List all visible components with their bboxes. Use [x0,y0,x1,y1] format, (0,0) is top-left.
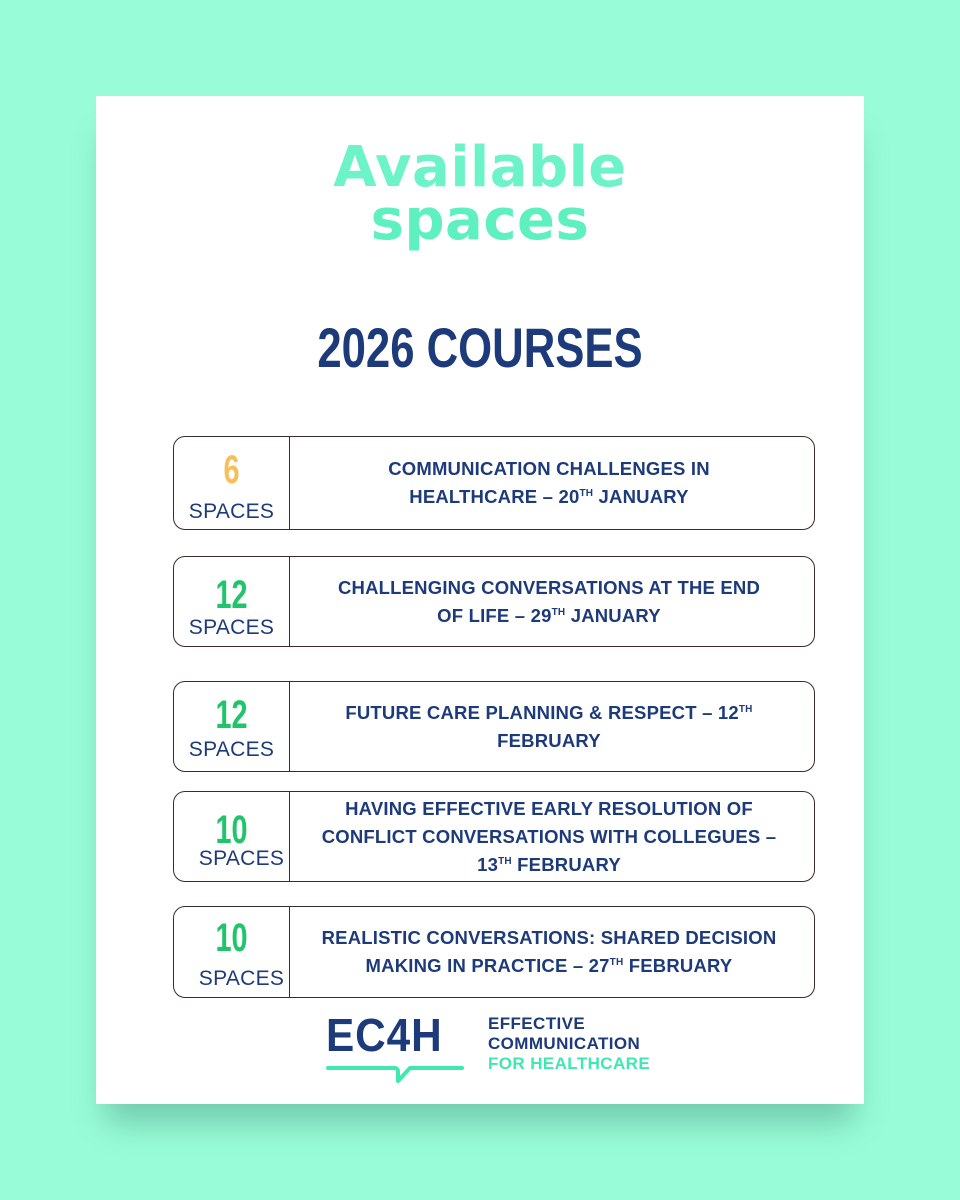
spaces-label: SPACES [188,500,275,523]
course-row [173,556,815,647]
course-title-line: FEBRUARY [497,729,601,751]
course-title-line: REALISTIC CONVERSATIONS: SHARED DECISION [321,927,777,948]
spaces-label: SPACES [198,967,285,990]
course-title-line: MAKING IN PRACTICE – 27TH FEBRUARY [365,955,733,976]
logo-mark [326,1008,476,1088]
spaces-cell [174,792,290,881]
ec4h-logo [326,1008,666,1088]
course-title-line: COMMUNICATION CHALLENGES IN [388,458,710,479]
course-title-line: HEALTHCARE – 20TH JANUARY [409,486,689,507]
course-title-line: FUTURE CARE PLANNING & RESPECT – 12TH [345,701,753,723]
spaces-cell [174,682,290,771]
ordinal-suffix: TH [551,606,566,618]
spaces-count: 12 [215,693,248,737]
spaces-label: SPACES [198,847,285,870]
tagline-line-3: FOR HEALTHCARE [488,1054,651,1073]
ordinal-suffix: TH [579,488,594,499]
course-title [292,792,806,881]
spaces-count: 6 [223,448,240,492]
spaces-cell [174,437,290,529]
speech-wave-icon [326,1062,466,1084]
course-title-line: OF LIFE – 29TH JANUARY [437,604,661,626]
course-row [173,681,815,772]
course-title-line: HAVING EFFECTIVE EARLY RESOLUTION OF [345,797,753,819]
headline-line-1: Available [333,135,627,200]
poster-card [96,96,864,1104]
course-title [292,907,806,997]
headline-line-2: spaces [370,188,590,253]
course-title [292,557,806,646]
course-title [292,437,806,529]
spaces-count: 10 [215,808,248,852]
courses-subtitle: 2026 COURSES [317,316,643,379]
course-title [292,682,806,771]
ordinal-suffix: TH [738,703,753,715]
spaces-count: 10 [215,916,248,960]
course-title-line: CONFLICT CONVERSATIONS WITH COLLEGUES – [321,825,777,847]
logo-wordmark: EC4H [326,1009,443,1061]
ordinal-suffix: TH [609,957,624,968]
tagline-line-2: COMMUNICATION [488,1034,641,1053]
course-row [173,436,815,530]
spaces-label: SPACES [188,616,275,639]
spaces-cell [174,557,290,646]
spaces-label: SPACES [188,738,275,761]
logo-tagline [488,1014,650,1074]
spaces-count: 12 [215,573,248,617]
course-title-line: CHALLENGING CONVERSATIONS AT THE END [337,576,761,598]
course-title-line: 13TH FEBRUARY [477,853,621,875]
spaces-cell [174,907,290,997]
tagline-line-1: EFFECTIVE [488,1014,586,1033]
ordinal-suffix: TH [498,855,512,867]
course-row [173,791,815,882]
course-row [173,906,815,998]
